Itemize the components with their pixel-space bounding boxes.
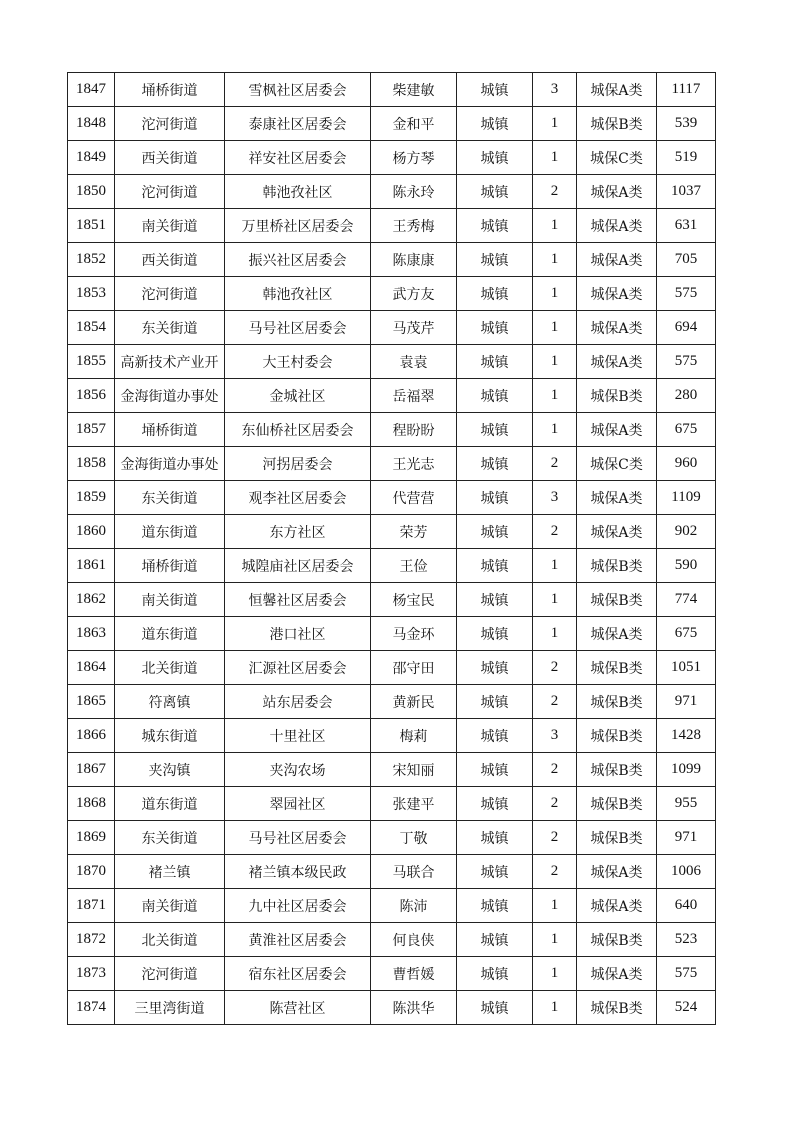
member-count-cell: 1 [533, 277, 577, 311]
serial-number-cell: 1851 [68, 209, 115, 243]
subdistrict-cell: 夹沟镇 [115, 753, 225, 787]
table-row [68, 481, 716, 515]
member-count-cell: 1 [533, 617, 577, 651]
community-cell: 大王村委会 [225, 345, 371, 379]
community-cell: 祥安社区居委会 [225, 141, 371, 175]
table-row [68, 651, 716, 685]
subdistrict-cell: 沱河街道 [115, 175, 225, 209]
subdistrict-cell: 南关街道 [115, 889, 225, 923]
community-cell: 黄淮社区居委会 [225, 923, 371, 957]
member-count-cell: 1 [533, 141, 577, 175]
subdistrict-cell: 东关街道 [115, 481, 225, 515]
amount-cell: 774 [657, 583, 716, 617]
amount-cell: 280 [657, 379, 716, 413]
amount-cell: 675 [657, 413, 716, 447]
amount-cell: 1099 [657, 753, 716, 787]
serial-number-cell: 1858 [68, 447, 115, 481]
category-cell: 城保B类 [577, 685, 657, 719]
member-count-cell: 2 [533, 855, 577, 889]
serial-number-cell: 1864 [68, 651, 115, 685]
household-type-cell: 城镇 [457, 821, 533, 855]
table-row [68, 447, 716, 481]
member-count-cell: 1 [533, 991, 577, 1025]
name-cell: 宋知丽 [371, 753, 457, 787]
name-cell: 曹哲媛 [371, 957, 457, 991]
subdistrict-cell: 沱河街道 [115, 277, 225, 311]
household-type-cell: 城镇 [457, 685, 533, 719]
household-table [67, 72, 716, 1025]
household-type-cell: 城镇 [457, 651, 533, 685]
name-cell: 梅莉 [371, 719, 457, 753]
serial-number-cell: 1872 [68, 923, 115, 957]
subdistrict-cell: 埇桥街道 [115, 549, 225, 583]
name-cell: 陈永玲 [371, 175, 457, 209]
name-cell: 柴建敏 [371, 73, 457, 107]
member-count-cell: 2 [533, 685, 577, 719]
member-count-cell: 2 [533, 821, 577, 855]
table-row [68, 787, 716, 821]
member-count-cell: 2 [533, 753, 577, 787]
serial-number-cell: 1865 [68, 685, 115, 719]
name-cell: 王光志 [371, 447, 457, 481]
subdistrict-cell: 埇桥街道 [115, 73, 225, 107]
community-cell: 泰康社区居委会 [225, 107, 371, 141]
community-cell: 东方社区 [225, 515, 371, 549]
category-cell: 城保B类 [577, 651, 657, 685]
member-count-cell: 1 [533, 413, 577, 447]
category-cell: 城保A类 [577, 311, 657, 345]
amount-cell: 971 [657, 821, 716, 855]
serial-number-cell: 1849 [68, 141, 115, 175]
household-type-cell: 城镇 [457, 481, 533, 515]
serial-number-cell: 1847 [68, 73, 115, 107]
community-cell: 十里社区 [225, 719, 371, 753]
table-row [68, 175, 716, 209]
household-type-cell: 城镇 [457, 277, 533, 311]
community-cell: 韩池孜社区 [225, 277, 371, 311]
amount-cell: 694 [657, 311, 716, 345]
table-row [68, 889, 716, 923]
table-row [68, 719, 716, 753]
serial-number-cell: 1873 [68, 957, 115, 991]
member-count-cell: 2 [533, 447, 577, 481]
name-cell: 何良侠 [371, 923, 457, 957]
household-type-cell: 城镇 [457, 617, 533, 651]
name-cell: 王秀梅 [371, 209, 457, 243]
community-cell: 河拐居委会 [225, 447, 371, 481]
community-cell: 金城社区 [225, 379, 371, 413]
community-cell: 恒馨社区居委会 [225, 583, 371, 617]
subdistrict-cell: 道东街道 [115, 515, 225, 549]
community-cell: 站东居委会 [225, 685, 371, 719]
amount-cell: 675 [657, 617, 716, 651]
community-cell: 观李社区居委会 [225, 481, 371, 515]
member-count-cell: 1 [533, 107, 577, 141]
community-cell: 万里桥社区居委会 [225, 209, 371, 243]
amount-cell: 575 [657, 277, 716, 311]
serial-number-cell: 1862 [68, 583, 115, 617]
category-cell: 城保B类 [577, 719, 657, 753]
category-cell: 城保B类 [577, 379, 657, 413]
community-cell: 东仙桥社区居委会 [225, 413, 371, 447]
community-cell: 马号社区居委会 [225, 821, 371, 855]
household-type-cell: 城镇 [457, 889, 533, 923]
amount-cell: 1051 [657, 651, 716, 685]
serial-number-cell: 1870 [68, 855, 115, 889]
household-type-cell: 城镇 [457, 107, 533, 141]
member-count-cell: 1 [533, 243, 577, 277]
serial-number-cell: 1861 [68, 549, 115, 583]
household-type-cell: 城镇 [457, 753, 533, 787]
table-row [68, 821, 716, 855]
member-count-cell: 1 [533, 923, 577, 957]
serial-number-cell: 1857 [68, 413, 115, 447]
name-cell: 代营营 [371, 481, 457, 515]
community-cell: 振兴社区居委会 [225, 243, 371, 277]
subdistrict-cell: 三里湾街道 [115, 991, 225, 1025]
name-cell: 金和平 [371, 107, 457, 141]
serial-number-cell: 1874 [68, 991, 115, 1025]
table-row [68, 413, 716, 447]
name-cell: 马茂芹 [371, 311, 457, 345]
name-cell: 丁敬 [371, 821, 457, 855]
table-row [68, 991, 716, 1025]
category-cell: 城保A类 [577, 73, 657, 107]
name-cell: 张建平 [371, 787, 457, 821]
table-row [68, 107, 716, 141]
subdistrict-cell: 褚兰镇 [115, 855, 225, 889]
name-cell: 陈洪华 [371, 991, 457, 1025]
subdistrict-cell: 北关街道 [115, 923, 225, 957]
community-cell: 褚兰镇本级民政 [225, 855, 371, 889]
subdistrict-cell: 东关街道 [115, 821, 225, 855]
member-count-cell: 2 [533, 787, 577, 821]
household-type-cell: 城镇 [457, 345, 533, 379]
serial-number-cell: 1855 [68, 345, 115, 379]
category-cell: 城保B类 [577, 549, 657, 583]
member-count-cell: 1 [533, 209, 577, 243]
category-cell: 城保B类 [577, 753, 657, 787]
category-cell: 城保B类 [577, 787, 657, 821]
amount-cell: 1037 [657, 175, 716, 209]
serial-number-cell: 1850 [68, 175, 115, 209]
subdistrict-cell: 高新技术产业开 [115, 345, 225, 379]
name-cell: 马联合 [371, 855, 457, 889]
community-cell: 夹沟农场 [225, 753, 371, 787]
subdistrict-cell: 沱河街道 [115, 107, 225, 141]
member-count-cell: 3 [533, 73, 577, 107]
subdistrict-cell: 道东街道 [115, 787, 225, 821]
household-type-cell: 城镇 [457, 413, 533, 447]
category-cell: 城保A类 [577, 413, 657, 447]
household-type-cell: 城镇 [457, 73, 533, 107]
name-cell: 岳福翠 [371, 379, 457, 413]
name-cell: 王俭 [371, 549, 457, 583]
name-cell: 杨方琴 [371, 141, 457, 175]
serial-number-cell: 1871 [68, 889, 115, 923]
table-row [68, 685, 716, 719]
member-count-cell: 1 [533, 549, 577, 583]
subdistrict-cell: 北关街道 [115, 651, 225, 685]
amount-cell: 955 [657, 787, 716, 821]
serial-number-cell: 1866 [68, 719, 115, 753]
category-cell: 城保C类 [577, 141, 657, 175]
household-type-cell: 城镇 [457, 787, 533, 821]
community-cell: 港口社区 [225, 617, 371, 651]
subdistrict-cell: 南关街道 [115, 209, 225, 243]
household-type-cell: 城镇 [457, 923, 533, 957]
amount-cell: 524 [657, 991, 716, 1025]
household-type-cell: 城镇 [457, 141, 533, 175]
category-cell: 城保A类 [577, 243, 657, 277]
member-count-cell: 2 [533, 175, 577, 209]
subdistrict-cell: 南关街道 [115, 583, 225, 617]
table-row [68, 141, 716, 175]
category-cell: 城保C类 [577, 447, 657, 481]
name-cell: 黄新民 [371, 685, 457, 719]
community-cell: 陈营社区 [225, 991, 371, 1025]
household-type-cell: 城镇 [457, 243, 533, 277]
table-row [68, 345, 716, 379]
serial-number-cell: 1854 [68, 311, 115, 345]
member-count-cell: 1 [533, 889, 577, 923]
amount-cell: 705 [657, 243, 716, 277]
household-type-cell: 城镇 [457, 719, 533, 753]
amount-cell: 539 [657, 107, 716, 141]
serial-number-cell: 1848 [68, 107, 115, 141]
table-row [68, 855, 716, 889]
household-type-cell: 城镇 [457, 175, 533, 209]
category-cell: 城保A类 [577, 481, 657, 515]
serial-number-cell: 1868 [68, 787, 115, 821]
category-cell: 城保A类 [577, 277, 657, 311]
household-type-cell: 城镇 [457, 991, 533, 1025]
member-count-cell: 2 [533, 515, 577, 549]
table-row [68, 583, 716, 617]
community-cell: 汇源社区居委会 [225, 651, 371, 685]
amount-cell: 960 [657, 447, 716, 481]
table-row [68, 311, 716, 345]
subdistrict-cell: 道东街道 [115, 617, 225, 651]
name-cell: 杨宝民 [371, 583, 457, 617]
community-cell: 雪枫社区居委会 [225, 73, 371, 107]
category-cell: 城保A类 [577, 957, 657, 991]
household-type-cell: 城镇 [457, 209, 533, 243]
table-row [68, 549, 716, 583]
member-count-cell: 1 [533, 957, 577, 991]
amount-cell: 1006 [657, 855, 716, 889]
household-type-cell: 城镇 [457, 311, 533, 345]
subdistrict-cell: 符离镇 [115, 685, 225, 719]
community-cell: 翠园社区 [225, 787, 371, 821]
amount-cell: 575 [657, 345, 716, 379]
member-count-cell: 2 [533, 651, 577, 685]
category-cell: 城保B类 [577, 107, 657, 141]
subdistrict-cell: 埇桥街道 [115, 413, 225, 447]
subdistrict-cell: 城东街道 [115, 719, 225, 753]
household-type-cell: 城镇 [457, 515, 533, 549]
name-cell: 荣芳 [371, 515, 457, 549]
serial-number-cell: 1859 [68, 481, 115, 515]
member-count-cell: 1 [533, 583, 577, 617]
member-count-cell: 1 [533, 379, 577, 413]
amount-cell: 1109 [657, 481, 716, 515]
household-type-cell: 城镇 [457, 447, 533, 481]
amount-cell: 590 [657, 549, 716, 583]
serial-number-cell: 1856 [68, 379, 115, 413]
name-cell: 陈康康 [371, 243, 457, 277]
subdistrict-cell: 西关街道 [115, 243, 225, 277]
community-cell: 宿东社区居委会 [225, 957, 371, 991]
category-cell: 城保B类 [577, 923, 657, 957]
table-row [68, 617, 716, 651]
serial-number-cell: 1860 [68, 515, 115, 549]
serial-number-cell: 1853 [68, 277, 115, 311]
category-cell: 城保B类 [577, 583, 657, 617]
table-row [68, 209, 716, 243]
name-cell: 马金环 [371, 617, 457, 651]
category-cell: 城保B类 [577, 821, 657, 855]
subdistrict-cell: 西关街道 [115, 141, 225, 175]
amount-cell: 640 [657, 889, 716, 923]
subdistrict-cell: 东关街道 [115, 311, 225, 345]
amount-cell: 1117 [657, 73, 716, 107]
member-count-cell: 3 [533, 481, 577, 515]
household-type-cell: 城镇 [457, 957, 533, 991]
name-cell: 程盼盼 [371, 413, 457, 447]
household-type-cell: 城镇 [457, 583, 533, 617]
serial-number-cell: 1869 [68, 821, 115, 855]
serial-number-cell: 1863 [68, 617, 115, 651]
subdistrict-cell: 沱河街道 [115, 957, 225, 991]
category-cell: 城保A类 [577, 515, 657, 549]
subdistrict-cell: 金海街道办事处 [115, 447, 225, 481]
name-cell: 陈沛 [371, 889, 457, 923]
table-row [68, 277, 716, 311]
category-cell: 城保A类 [577, 175, 657, 209]
household-type-cell: 城镇 [457, 855, 533, 889]
amount-cell: 971 [657, 685, 716, 719]
category-cell: 城保B类 [577, 991, 657, 1025]
name-cell: 袁袁 [371, 345, 457, 379]
household-type-cell: 城镇 [457, 379, 533, 413]
member-count-cell: 1 [533, 345, 577, 379]
table-row [68, 957, 716, 991]
household-type-cell: 城镇 [457, 549, 533, 583]
community-cell: 马号社区居委会 [225, 311, 371, 345]
table-row [68, 73, 716, 107]
member-count-cell: 1 [533, 311, 577, 345]
table-row [68, 923, 716, 957]
community-cell: 九中社区居委会 [225, 889, 371, 923]
table-row [68, 753, 716, 787]
name-cell: 武方友 [371, 277, 457, 311]
table-row [68, 515, 716, 549]
name-cell: 邵守田 [371, 651, 457, 685]
amount-cell: 1428 [657, 719, 716, 753]
table-row [68, 379, 716, 413]
community-cell: 城隍庙社区居委会 [225, 549, 371, 583]
category-cell: 城保A类 [577, 889, 657, 923]
category-cell: 城保A类 [577, 209, 657, 243]
category-cell: 城保A类 [577, 855, 657, 889]
subdistrict-cell: 金海街道办事处 [115, 379, 225, 413]
amount-cell: 519 [657, 141, 716, 175]
serial-number-cell: 1867 [68, 753, 115, 787]
table-row [68, 243, 716, 277]
amount-cell: 575 [657, 957, 716, 991]
serial-number-cell: 1852 [68, 243, 115, 277]
table-body [68, 73, 716, 1025]
category-cell: 城保A类 [577, 345, 657, 379]
community-cell: 韩池孜社区 [225, 175, 371, 209]
amount-cell: 902 [657, 515, 716, 549]
member-count-cell: 3 [533, 719, 577, 753]
amount-cell: 631 [657, 209, 716, 243]
amount-cell: 523 [657, 923, 716, 957]
category-cell: 城保A类 [577, 617, 657, 651]
